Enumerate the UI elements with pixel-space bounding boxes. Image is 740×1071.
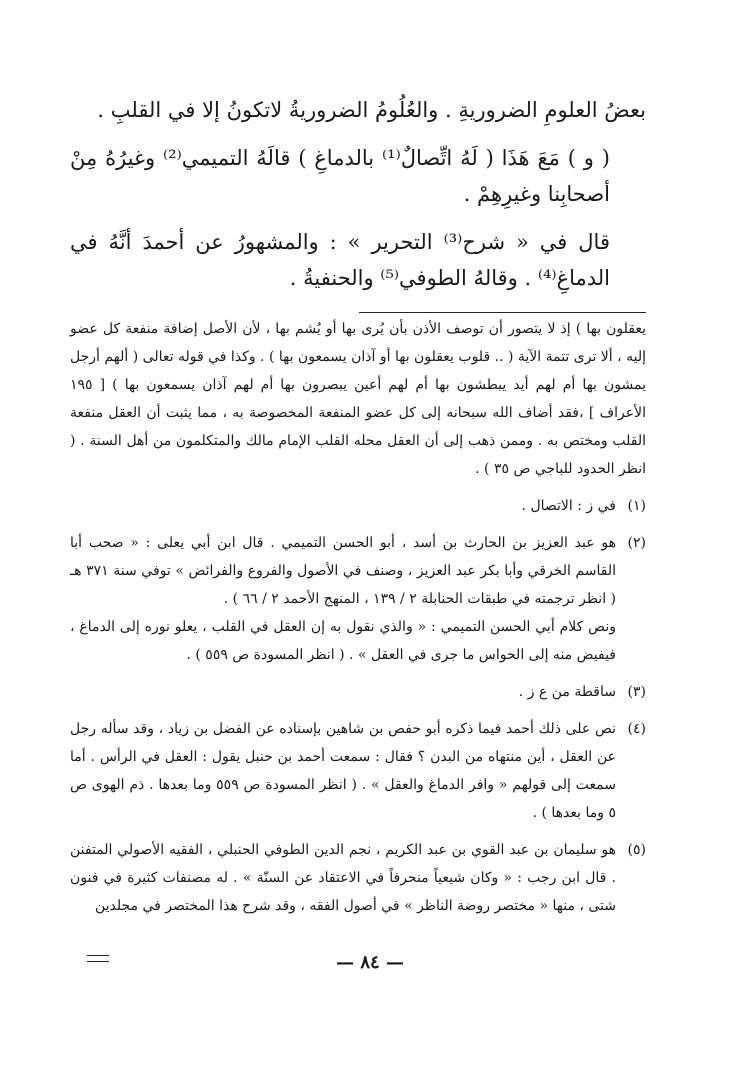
- footnote-number: (٣): [627, 684, 646, 700]
- footnote-text: في ز : الاتصال .: [521, 498, 616, 514]
- footnote-2: [70, 529, 646, 613]
- footnotes: [70, 315, 646, 920]
- footnote-5: [70, 836, 646, 920]
- footnote-2-quote: ونص كلام أبي الحسن التميمي : « والذي نقول به إن العقل في القلب ، يعلو نوره إلى الدماغ ، فيفيض منه إلى الحواس ما جرى في العقل » . ( انظر المسودة ص ٥٥٩ ) .: [70, 619, 616, 663]
- footnote-number: (٥): [627, 842, 646, 858]
- footnote-number: (١): [627, 498, 646, 514]
- footnote-text: نص على ذلك أحمد فيما ذكره أبو حفص بن شاهين بإسناده عن الفضل بن زياد ، وقد سأله رجل عن العقل ، أين منتهاه من البدن ؟ فقال : سمعت أحمد بن حنبل يقول : العقل في الرأس . أما سمعت إلى قولهم « وافر الدماغ والعقل » . ( انظر المسودة ص ٥٥٩ وما بعدها . ذم الهوى ص ٥ وما بعدها ) .: [70, 721, 616, 821]
- footnote-number: (٤): [627, 721, 646, 737]
- footnote-1: [70, 492, 646, 520]
- main-paragraph-3: قال في « شرح⁽³⁾ التحرير » : والمشهورُ عن أحمدَ أنَّهُ في الدماغِ⁽⁴⁾ . وقالهُ الطوفي⁽⁵⁾ والحنفيةُ .: [70, 230, 610, 290]
- main-text: [70, 92, 646, 296]
- footnote-continuation: يعقلون بها ) إذ لا يتصور أن توصف الأذن بأن يُرى بها أو يُشم بها ، لأن الأصل إضافة منفعة كل عضو إليه ، ألا ترى تتمة الآية ( .. قلوب يعقلون بها أو آذان يسمعون بها ) . وكذا في قوله تعالى ( ألهم أرجل يمشون بها أم لهم أيد يبطشون بها أم لهم أعين يبصرون بها أم لهم آذان يسمعون بها ) [ ١٩٥ الأعراف ] ،فقد أضاف الله سبحانه إلى كل عضو المنفعة المخصوصة به ، مما يثبت أن العقل منفعة القلب ومختص به . وممن ذهب إلى أن العقل محله القلب الإمام مالك والمتكلمون من أهل السنة . ( انظر الحدود للباجي ص ٣٥ ) .: [70, 321, 646, 477]
- page-number: — ٨٤ —: [336, 952, 404, 973]
- footnote-text: ساقطة من ع ز .: [518, 684, 616, 700]
- footnote-text: هو عبد العزيز بن الحارث بن أسد ، أبو الحسن التميمي . قال ابن أبي يعلى : « صحب أبا القاسم الخرقي وأبا بكر عبد العزيز ، وصنف في الأصول والفروع والفرائض » توفي سنة ٣٧١ هـ ( انظر ترجمته في طبقات الحنابلة ٢ / ١٣٩ ، المنهج الأحمد ٢ / ٦٦ ) .: [70, 535, 617, 607]
- footnote-number: (٢): [627, 535, 646, 551]
- footnote-text: هو سليمان بن عبد القوي بن عبد الكريم ، نجم الدين الطوفي الحنبلي ، الفقيه الأصولي المتفنن . قال ابن رجب : « وكان شيعياً منحرفاً في الاعتقاد عن السنّة » . له مصنفات كثيرة في فنون شتى ، منها « مختصر روضة الناظر » في أصول الفقه ، وقد شرح هذا المختصر في مجلدين: [70, 842, 616, 914]
- page-body: [70, 92, 646, 920]
- main-paragraph-2: ( و ) مَعَ هَذَا ( لَهُ اتِّصالٌ⁽¹⁾ بالدماغِ ) قالَهُ التميمي⁽²⁾ وغيرُهُ مِنْ أصحابِنا وغيرِهِمْ .: [70, 146, 610, 206]
- footnote-4: [70, 715, 646, 827]
- main-paragraph-1: بعضُ العلومِ الضروريةِ . والعُلُومُ الضروريةُ لاتكونُ إلا في القلبِ .: [97, 98, 646, 122]
- footnote-separator: [359, 312, 646, 313]
- footnote-3: [70, 678, 646, 706]
